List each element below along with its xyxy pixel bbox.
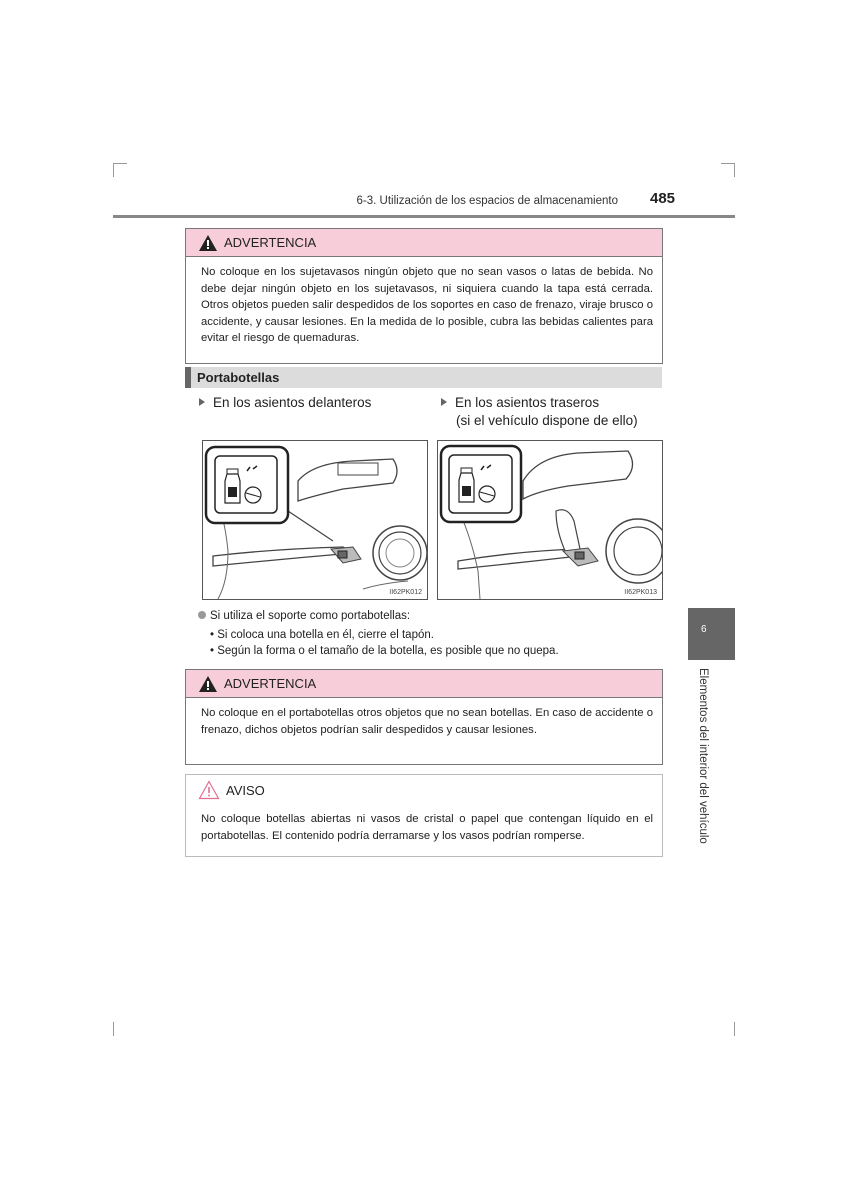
- notice-title: AVISO: [226, 782, 265, 798]
- usage-bullet-text: Si coloca una botella en él, cierre el tapón.: [217, 629, 434, 641]
- header-rule: [113, 215, 735, 218]
- crop-mark-top-left-h: [113, 163, 127, 164]
- section-header: 6-3. Utilización de los espacios de almacenamiento: [356, 195, 618, 207]
- bullet-dot-icon: [198, 611, 206, 619]
- section-bar: [185, 367, 191, 388]
- figure-code-rear: II62PK013: [624, 589, 657, 596]
- usage-bullet-2: • Según la forma o el tamaño de la botella, es posible que no quepa.: [210, 645, 559, 657]
- figure-rear-door: [437, 440, 663, 600]
- subhead-rear-label: En los asientos traseros: [455, 395, 600, 410]
- warning-body: No coloque en el portabotellas otros objetos que no sean botellas. En caso de accidente o frenazo, dichos objetos podrían salir despedidos y causar lesiones.: [201, 707, 653, 736]
- crop-mark-top-left-v: [113, 163, 114, 177]
- subhead-front-label: En los asientos delanteros: [213, 395, 372, 410]
- warning-triangle-icon: [198, 234, 218, 252]
- arrow-icon: [441, 398, 447, 406]
- chapter-title-vertical: Elementos del interior del vehículo: [697, 668, 709, 844]
- warning-header: [186, 670, 662, 698]
- warning-header: [186, 229, 662, 257]
- crop-mark-top-right-v: [734, 163, 735, 177]
- warning-body: No coloque en los sujetavasos ningún objeto que no sean vasos o latas de bebida. No debe dejar ningún objeto en los sujetavasos, ni siquiera cuando la tapa está cerrada. Otros objetos pueden salir despedidos de los soportes en caso de frenazo, viraje brusco o accidente, y causar lesiones. En la medida de lo posible, cubra las bebidas calientes para evitar el riesgo de quemaduras.: [201, 266, 653, 344]
- notice-header: [186, 775, 662, 802]
- warning-title: ADVERTENCIA: [224, 676, 317, 691]
- figure-code-front: II62PK012: [389, 589, 422, 596]
- usage-intro-text: Si utiliza el soporte como portabotellas:: [210, 610, 411, 622]
- chapter-number: 6: [701, 624, 707, 635]
- bottle-icon: [223, 463, 263, 507]
- warning-box-bottle-holder: [185, 669, 663, 765]
- usage-bullet-text: Según la forma o el tamaño de la botella, es posible que no quepa.: [217, 645, 559, 657]
- section-heading: [185, 367, 662, 388]
- arrow-icon: [199, 398, 205, 406]
- chapter-tab: [688, 608, 735, 660]
- usage-intro: [198, 608, 410, 624]
- usage-bullet-1: • Si coloca una botella en él, cierre el tapón.: [210, 629, 434, 641]
- warning-title: ADVERTENCIA: [224, 235, 317, 250]
- notice-triangle-icon: [198, 780, 220, 800]
- warning-triangle-icon: [198, 675, 218, 693]
- figure-front-door: [202, 440, 428, 600]
- crop-mark-bottom-left: [113, 1022, 114, 1036]
- subhead-front: [199, 394, 371, 412]
- bottle-icon: [457, 462, 497, 506]
- subhead-rear: [441, 394, 638, 430]
- notice-box: [185, 774, 663, 857]
- page-number: 485: [650, 190, 676, 207]
- crop-mark-top-right-h: [721, 163, 735, 164]
- subhead-rear-note: (si el vehículo dispone de ello): [456, 413, 638, 428]
- section-title: Portabotellas: [197, 370, 280, 385]
- warning-box-cupholder: [185, 228, 663, 364]
- notice-body: No coloque botellas abiertas ni vasos de cristal o papel que contengan líquido en el portabotellas. El contenido podría derramarse y los vasos podrían romperse.: [201, 813, 653, 842]
- crop-mark-bottom-right: [734, 1022, 735, 1036]
